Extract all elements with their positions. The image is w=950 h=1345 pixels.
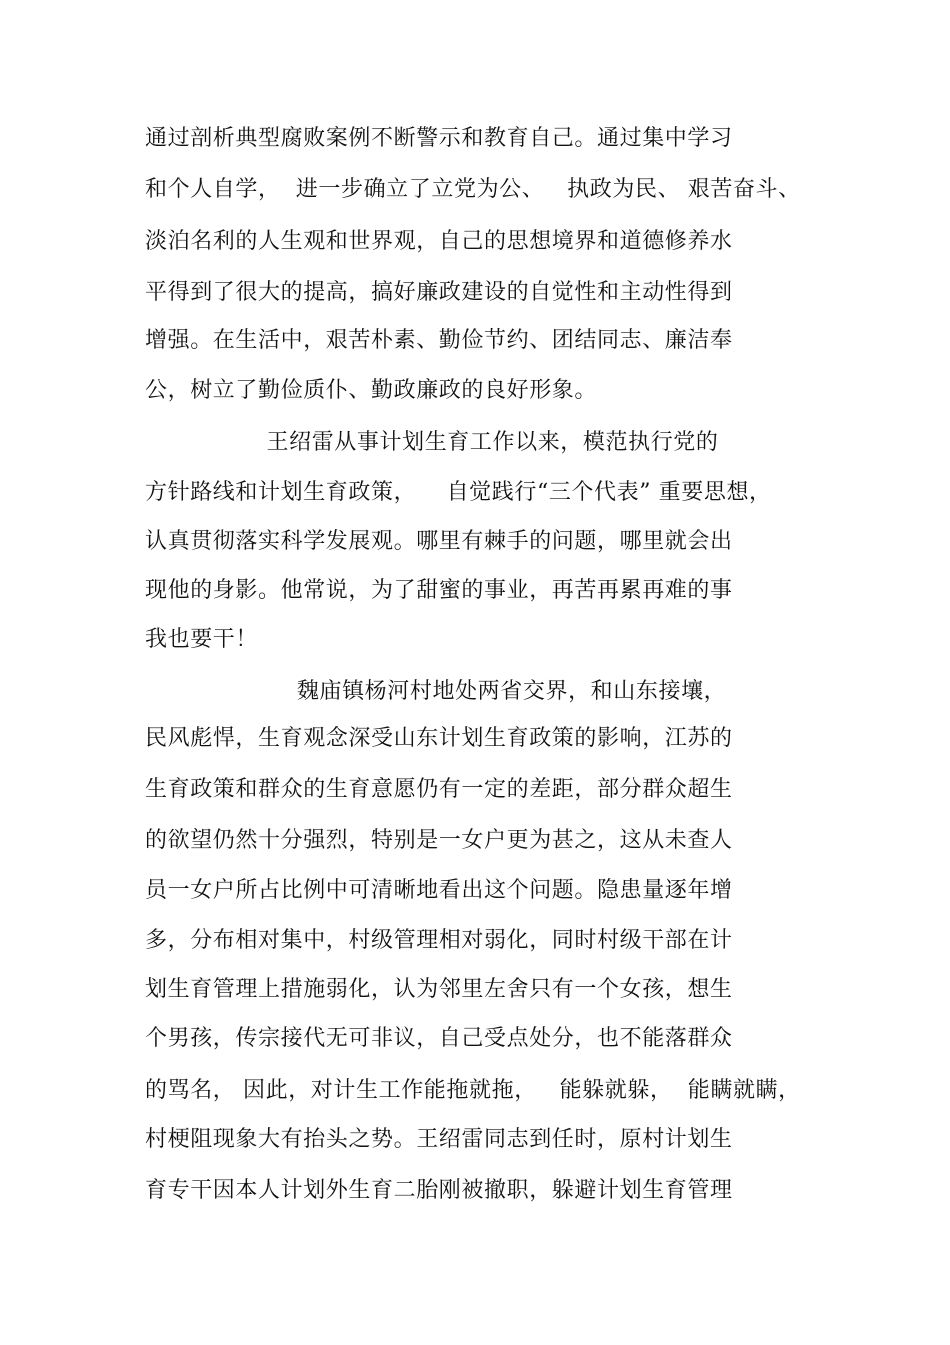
text-line: 个男孩，传宗接代无可非议，自己受点处分，也不能落群众: [145, 1026, 733, 1051]
text-line: 民风彪悍，生育观念深受山东计划生育政策的影响，江苏的: [145, 726, 733, 751]
text-line: 多，分布相对集中，村级管理相对弱化，同时村级干部在计: [145, 928, 733, 953]
text-line: 王绍雷从事计划生育工作以来，模范执行党的: [145, 430, 719, 455]
text-line: 生育政策和群众的生育意愿仍有一定的差距，部分群众超生: [145, 777, 733, 802]
text-line: 的骂名， 因此，对计生工作能拖就拖， 能躲就躲， 能瞒就瞒，: [145, 1078, 801, 1103]
text-line: 公，树立了勤俭质仆、勤政廉政的良好形象。: [145, 378, 598, 403]
text-line: 淡泊名利的人生观和世界观，自己的思想境界和道德修养水: [145, 229, 733, 254]
text-line: 魏庙镇杨河村地处两省交界，和山东接壤，: [145, 679, 727, 704]
text-line: 通过剖析典型腐败案例不断警示和教育自己。通过集中学习: [145, 126, 733, 151]
text-line: 划生育管理上措施弱化，认为邻里左舍只有一个女孩，想生: [145, 977, 733, 1002]
text-line: 现他的身影。他常说，为了甜蜜的事业，再苦再累再难的事: [145, 578, 733, 603]
text-line: 增强。在生活中，艰苦朴素、勤俭节约、团结同志、廉洁奉: [145, 328, 733, 353]
text-line: 员一女户所占比例中可清晰地看出这个问题。隐患量逐年增: [145, 878, 733, 903]
text-line: 的欲望仍然十分强烈，特别是一女户更为甚之，这从未查人: [145, 828, 733, 853]
text-line: 和个人自学， 进一步确立了立党为公、 执政为民、 艰苦奋斗、: [145, 177, 801, 202]
text-line: 方针路线和计划生育政策， 自觉践行“三个代表” 重要思想，: [145, 480, 772, 505]
text-line: 平得到了很大的提高，搞好廉政建设的自觉性和主动性得到: [145, 280, 733, 305]
text-line: 我也要干！: [145, 627, 259, 652]
text-line: 认真贯彻落实科学发展观。哪里有棘手的问题，哪里就会出: [145, 529, 733, 554]
text-line: 村梗阻现象大有抬头之势。王绍雷同志到任时，原村计划生: [145, 1127, 733, 1152]
text-line: 育专干因本人计划外生育二胎刚被撤职，躲避计划生育管理: [145, 1178, 733, 1203]
